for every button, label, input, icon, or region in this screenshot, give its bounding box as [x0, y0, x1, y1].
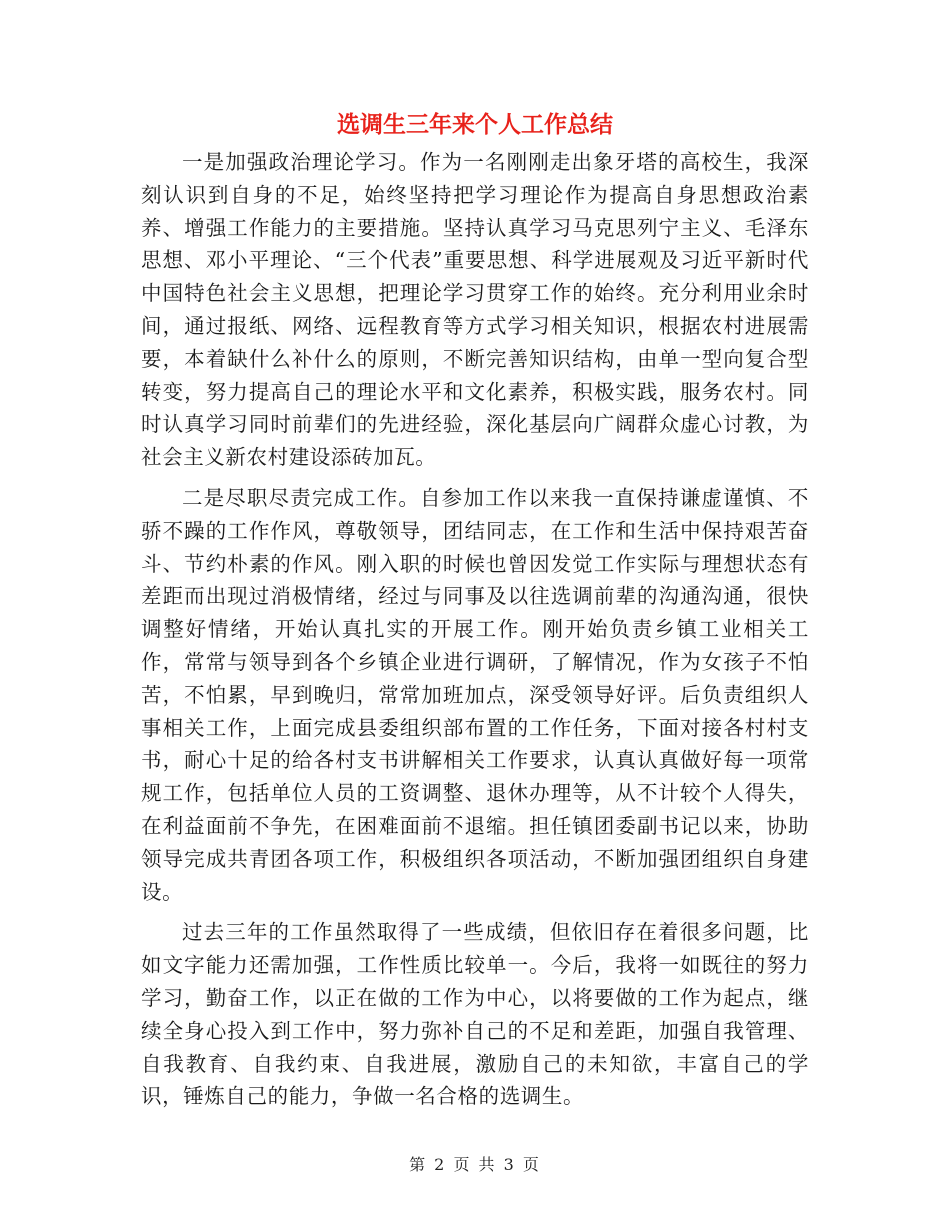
document-title: 选调生三年来个人工作总结: [337, 112, 613, 138]
page-number-footer: 第 2 页 共 3 页: [409, 1155, 541, 1174]
paragraph-work-duties: 二是尽职尽责完成工作。自参加工作以来我一直保持谦虚谨慎、不骄不躁的工作作风，尊敬领导，团结同志，在工作和生活中保持艰苦奋斗、节约朴素的作风。刚入职的时候也曾因发觉工作实际与理想状态有差距而出现过消极情绪，经过与同事及以往选调前辈的沟通沟通，很快调整好情绪，开始认真扎实的开展工作。刚开始负责乡镇工业相关工作，常常与领导到各个乡镇企业进行调研，了解情况，作为女孩子不怕苦，不怕累，早到晚归，常常加班加点，深受领导好评。后负责组织人事相关工作，上面完成县委组织部布置的工作任务，下面对接各村村支书，耐心十足的给各村支书讲解相关工作要求，认真认真做好每一项常规工作，包括单位人员的工资调整、退休办理等，从不计较个人得失，在利益面前不争先，在困难面前不退缩。担任镇团委副书记以来，协助领导完成共青团各项工作，积极组织各项活动，不断加强团组织自身建设。: [141, 485, 809, 904]
paragraph-political-study: 一是加强政治理论学习。作为一名刚刚走出象牙塔的高校生，我深刻认识到自身的不足，始终坚持把学习理论作为提高自身思想政治素养、增强工作能力的主要措施。坚持认真学习马克思列宁主义、毛泽东思想、邓小平理论、“三个代表”重要思想、科学进展观及习近平新时代中国特色社会主义思想，把理论学习贯穿工作的始终。充分利用业余时间，通过报纸、网络、远程教育等方式学习相关知识，根据农村进展需要，本着缺什么补什么的原则，不断完善知识结构，由单一型向复合型转变，努力提高自己的理论水平和文化素养，积极实践，服务农村。同时认真学习同时前辈们的先进经验，深化基层向广阔群众虚心讨教，为社会主义新农村建设添砖加瓦。: [141, 150, 809, 470]
document-body: [141, 146, 809, 1121]
paragraph-future-plans: 过去三年的工作虽然取得了一些成绩，但依旧存在着很多问题，比如文字能力还需加强，工作性质比较单一。今后，我将一如既往的努力学习，勤奋工作，以正在做的工作为中心，以将要做的工作为起点，继续全身心投入到工作中，努力弥补自己的不足和差距，加强自我管理、自我教育、自我约束、自我进展，激励自己的未知欲，丰富自己的学识，锤炼自己的能力，争做一名合格的选调生。: [141, 920, 809, 1109]
